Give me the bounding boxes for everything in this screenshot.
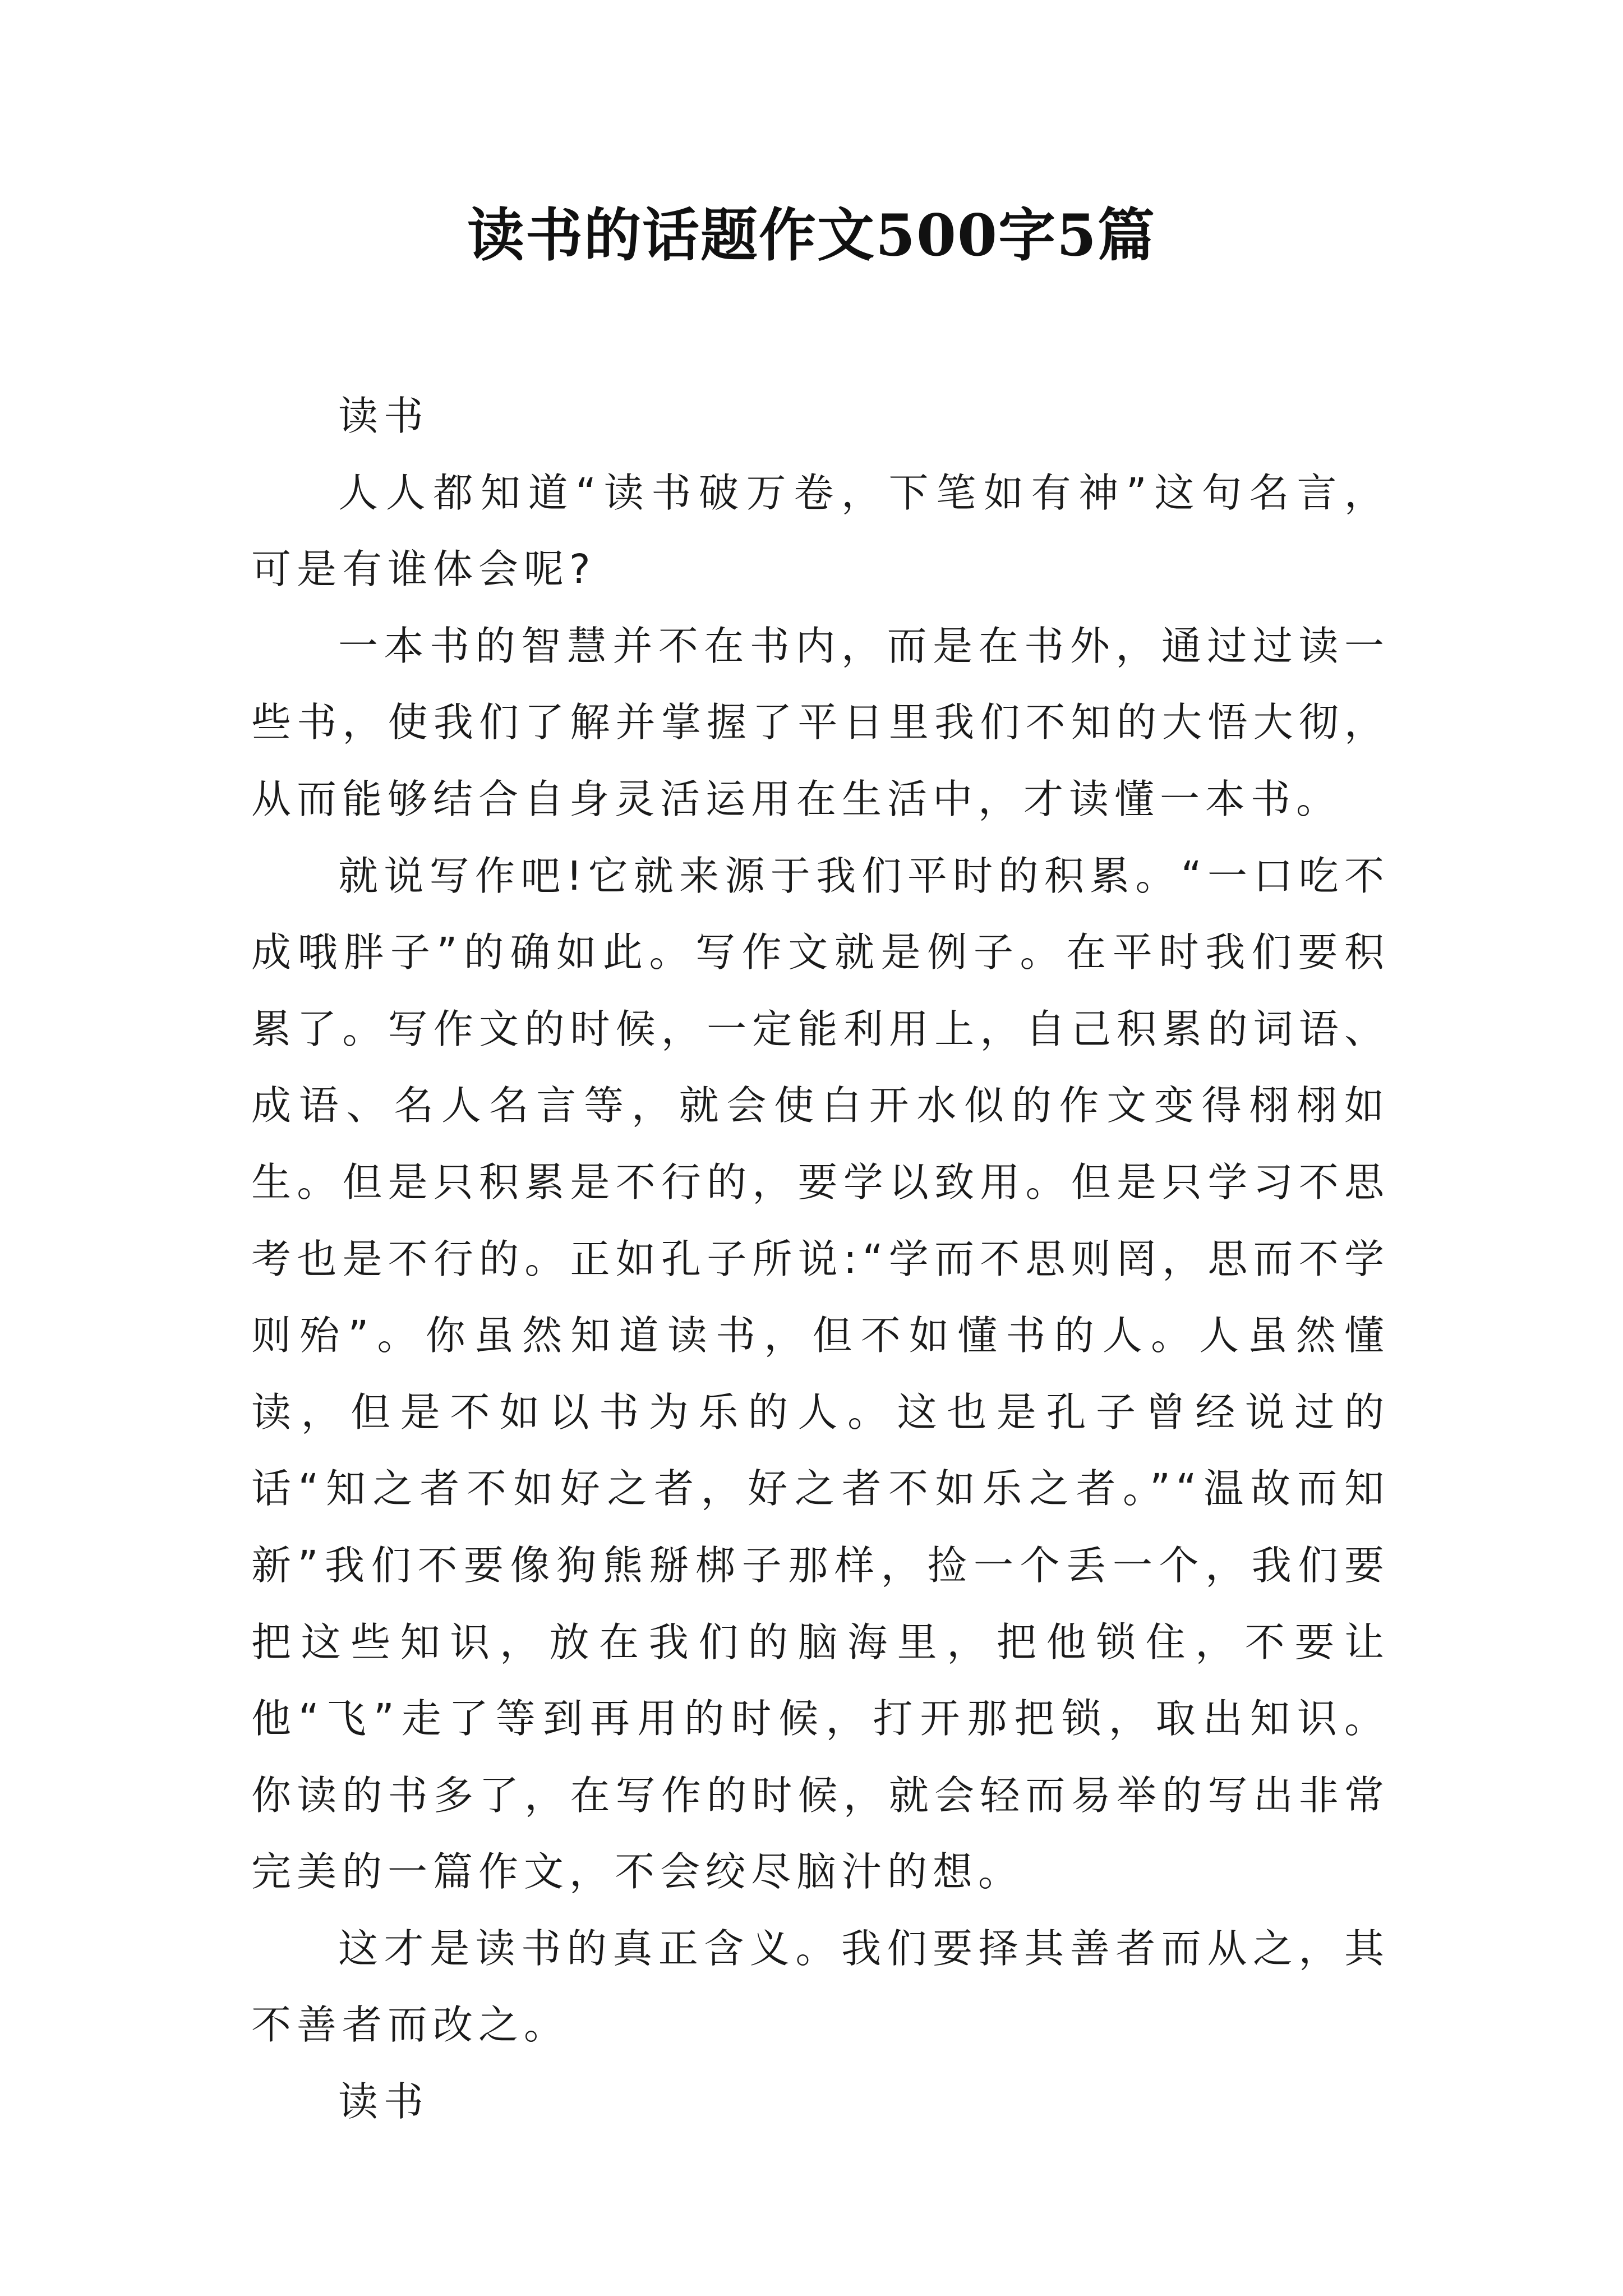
document-title: 读书的话题作文500字5篇 (467, 202, 1156, 269)
paragraph: 就说写作吧!它就来源于我们平时的积累。“一口吃不成哦胖子”的确如此。写作文就是例子。在平时我们要积累了。写作文的时候，一定能利用上，自己积累的词语、成语、名人名言等，就会使白开水似的作文变得栩栩如生。但是只积累是不行的，要学以致用。但是只学习不思考也是不行的。正如孔子所说:“学而不思则罔，思而不学则殆”。你虽然知道读书，但不如懂书的人。人虽然懂读，但是不如以书为乐的人。这也是孔子曾经说过的话“知之者不如好之者，好之者不如乐之者。”“温故而知新”我们不要像狗熊掰梆子那样，捡一个丢一个，我们要把这些知识，放在我们的脑海里，把他锁住，不要让他“飞”走了等到再用的时候，打开那把锁，取出知识。你读的书多了，在写作的时候，就会轻而易举的写出非常完美的一篇作文，不会绞尽脑汁的想。 (251, 852, 1390, 1895)
paragraph: 人人都知道“读书破万卷，下笔如有神”这句名言，可是有谁体会呢? (251, 469, 1390, 593)
document-body (251, 378, 1390, 2141)
paragraph: 一本书的智慧并不在书内，而是在书外，通过过读一些书，使我们了解并掌握了平日里我们不知的大悟大彻，从而能够结合自身灵活运用在生活中，才读懂一本书。 (251, 622, 1390, 822)
section-heading: 读书 (338, 2078, 430, 2125)
paragraph: 这才是读书的真正含义。我们要择其善者而从之，其不善者而改之。 (251, 1925, 1390, 2049)
section-heading: 读书 (338, 393, 430, 439)
